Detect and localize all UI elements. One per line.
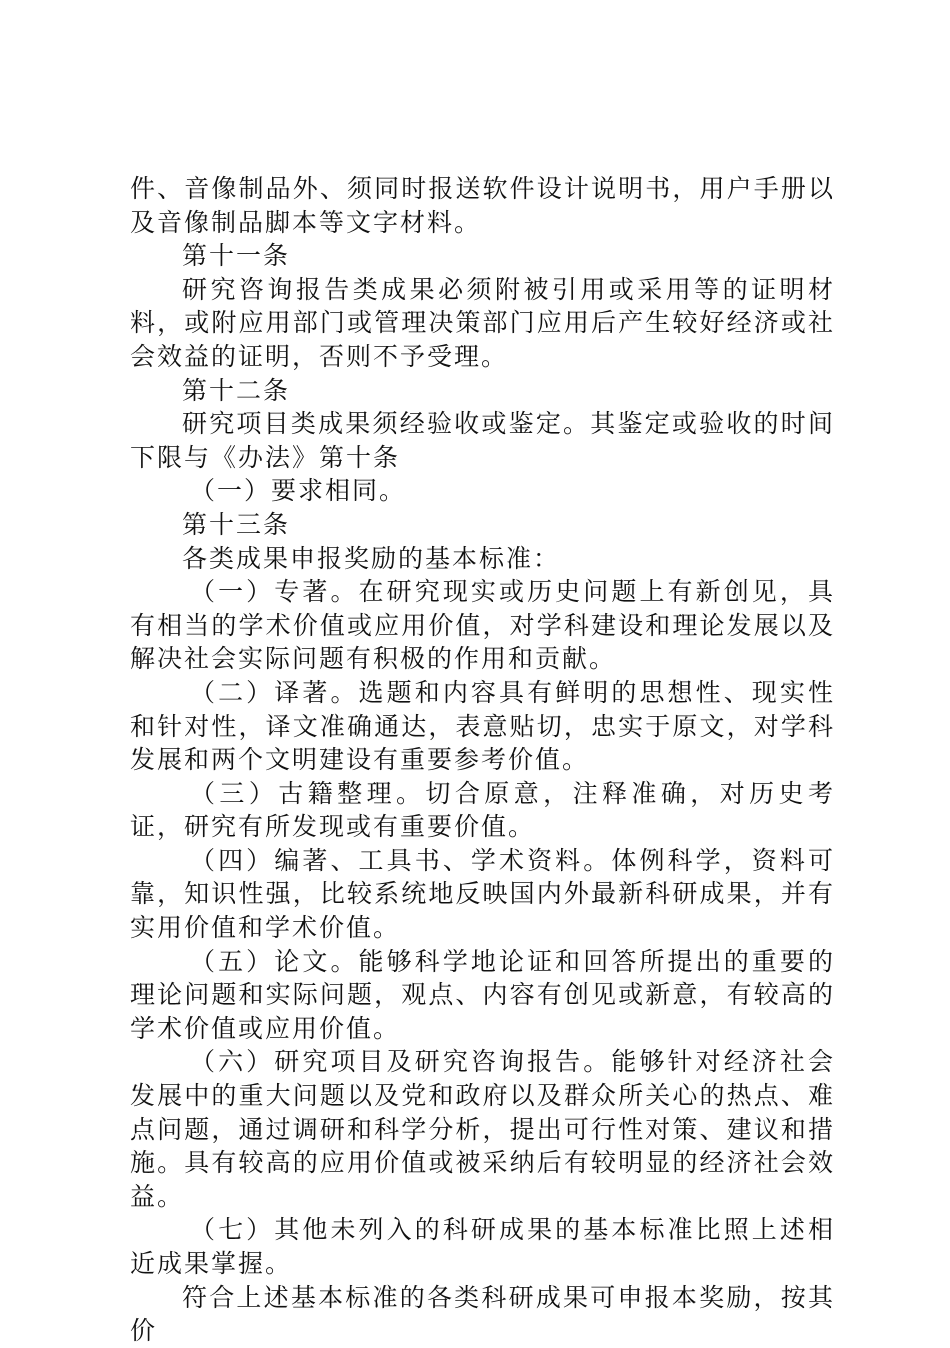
list-item-compilations: （四）编著、工具书、学术资料。体例科学，资料可靠，知识性强，比较系统地反映国内外最新科研成果，并有实用价值和学术价值。 bbox=[130, 845, 835, 943]
article-12-heading: 第十二条 bbox=[182, 375, 291, 405]
article-11-heading: 第十一条 bbox=[182, 241, 291, 271]
paragraph-continued-materials: 件、音像制品外、须同时报送软件设计说明书，用户手册以及音像制品脚本等文字材料。 bbox=[130, 174, 835, 237]
document-body bbox=[130, 172, 835, 1348]
paragraph-consulting-reports: 研究咨询报告类成果必须附被引用或采用等的证明材料，或附应用部门或管理决策部门应用后产生较好经济或社会效益的证明，否则不予受理。 bbox=[130, 274, 835, 371]
list-item-translations: （二）译著。选题和内容具有鲜明的思想性、现实性和针对性，译文准确通达，表意贴切，忠实于原文，对学科发展和两个文明建设有重要参考价值。 bbox=[130, 677, 835, 775]
paragraph-eligible-results: 符合上述基本标准的各类科研成果可申报本奖励，按其价 bbox=[130, 1282, 835, 1346]
paragraph-requirement-same: （一）要求相同。 bbox=[190, 476, 407, 506]
paragraph-research-projects: 研究项目类成果须经验收或鉴定。其鉴定或验收的时间下限与《办法》第十条 bbox=[130, 409, 835, 472]
paragraph-basic-standards: 各类成果申报奖励的基本标准： bbox=[182, 543, 561, 573]
list-item-monographs: （一）专著。在研究现实或历史问题上有新创见，具有相当的学术价值或应用价值，对学科建设和理论发展以及解决社会实际问题有积极的作用和贡献。 bbox=[130, 577, 835, 674]
article-13-heading: 第十三条 bbox=[182, 509, 291, 539]
list-item-ancient-books: （三）古籍整理。切合原意，注释准确，对历史考证，研究有所发现或有重要价值。 bbox=[130, 778, 835, 842]
list-item-research-reports: （六）研究项目及研究咨询报告。能够针对经济社会发展中的重大问题以及党和政府以及群众所关心的热点、难点问题，通过调研和科学分析，提出可行性对策、建议和措施。具有较高的应用价值或被采纳后有较明显的经济社会效益。 bbox=[130, 1047, 835, 1211]
list-item-papers: （五）论文。能够科学地论证和回答所提出的重要的理论问题和实际问题，观点、内容有创见或新意，有较高的学术价值或应用价值。 bbox=[130, 946, 835, 1043]
list-item-other-results: （七）其他未列入的科研成果的基本标准比照上述相近成果掌握。 bbox=[130, 1215, 835, 1278]
